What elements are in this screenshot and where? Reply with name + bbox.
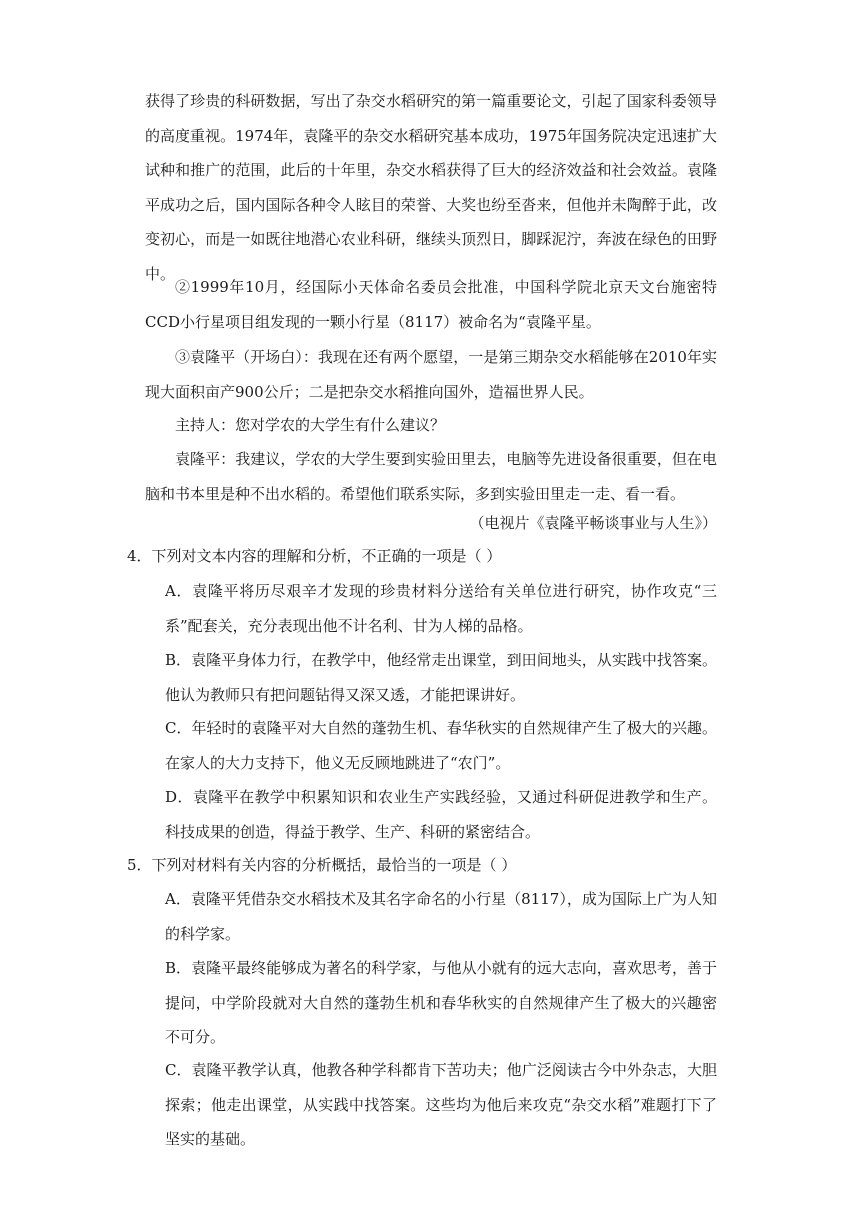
question-5-option-a: A．袁隆平凭借杂交水稻技术及其名字命名的小行星（8117），成为国际上广为人知的科学家。: [165, 890, 717, 943]
question-5-option-c: C．袁隆平教学认真，他教各种学科都肯下苦功夫；他广泛阅读古今中外杂志，大胆探索；他走出课堂，从实践中找答案。这些均为他后来攻克“杂交水稻”难题打下了坚实的基础。: [165, 1061, 717, 1148]
passage-paragraph-2: ②1999年10月，经国际小天体命名委员会批准，中国科学院北京天文台施密特CCD小行星项目组发现的一颗小行星（8117）被命名为“袁隆平星。: [145, 278, 717, 331]
question-5-option-b: B．袁隆平最终能够成为著名的科学家，与他从小就有的远大志向，喜欢思考，善于提问，中学阶段就对大自然的蓬勃生机和春华秋实的自然规律产生了极大的兴趣密不可分。: [165, 959, 717, 1046]
question-4-option-a: A．袁隆平将历尽艰辛才发现的珍贵材料分送给有关单位进行研究，协作攻克“三系”配套关，充分表现出他不计名利、甘为人梯的品格。: [165, 582, 717, 635]
question-5-stem: 5．下列对材料有关内容的分析概括，最恰当的一项是（ ）: [127, 856, 517, 874]
question-4-option-b: B．袁隆平身体力行，在教学中，他经常走出课堂，到田间地头，从实践中找答案。他认为教师只有把问题钻得又深又透，才能把课讲好。: [165, 651, 717, 704]
passage-paragraph-4: 主持人：您对学农的大学生有什么建议？: [175, 416, 446, 434]
question-4-option-d: D．袁隆平在教学中积累知识和农业生产实践经验，又通过科研促进教学和生产。科技成果的创造，得益于教学、生产、科研的紧密结合。: [165, 788, 717, 841]
passage-source-caption: （电视片《袁隆平畅谈事业与人生》）: [469, 514, 717, 532]
question-4-stem: 4．下列对文本内容的理解和分析，不正确的一项是（ ）: [127, 547, 502, 565]
question-4-option-c: C．年轻时的袁隆平对大自然的蓬勃生机、春华秋实的自然规律产生了极大的兴趣。在家人的大力支持下，他义无反顾地跳进了“农门”。: [165, 719, 717, 772]
passage-paragraph-3: ③袁隆平（开场白）：我现在还有两个愿望，一是第三期杂交水稻能够在2010年实现大面积亩产900公斤；二是把杂交水稻推向国外，造福世界人民。: [145, 348, 717, 401]
passage-paragraph-1: 获得了珍贵的科研数据，写出了杂交水稻研究的第一篇重要论文，引起了国家科委领导的高度重视。1974年，袁隆平的杂交水稻研究基本成功，1975年国务院决定迅速扩大试种和推广的范围，此后的十年里，杂交水稻获得了巨大的经济效益和社会效益。袁隆平成功之后，国内国际各种令人眩目的荣誉、大奖也纷至沓来，但他并未陶醉于此，改变初心，而是一如既往地潜心农业科研，继续头顶烈日，脚踩泥泞，奔波在绿色的田野中。: [145, 92, 717, 283]
passage-paragraph-5: 袁隆平：我建议，学农的大学生要到实验田里去，电脑等先进设备很重要，但在电脑和书本里是种不出水稻的。希望他们联系实际，多到实验田里走一走、看一看。: [145, 450, 717, 503]
